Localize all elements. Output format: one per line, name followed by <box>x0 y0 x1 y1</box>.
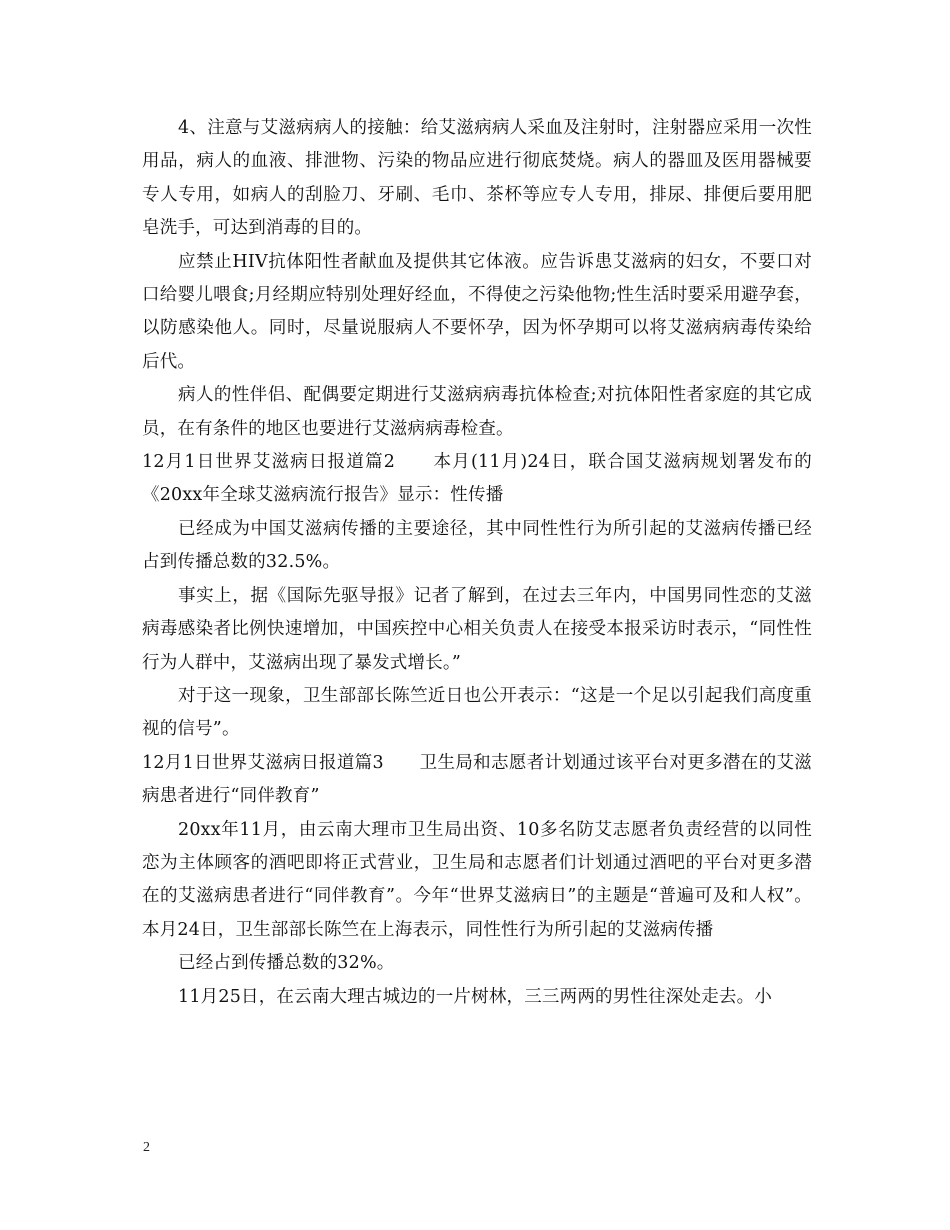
document-body <box>142 112 812 1014</box>
paragraph-10: 已经占到传播总数的32%。 <box>178 953 395 974</box>
page-number: 2 <box>143 1140 150 1155</box>
paragraph-2: 应禁止HIV抗体阳性者献血及提供其它体液。应告诉患艾滋病的妇女，不要口对口给婴儿喂食;月经期应特别处理好经血，不得使之污染他物;性生活时要采用避孕套，以防感染他人。同时，尽量说服病人不要怀孕，因为怀孕期可以将艾滋病病毒传染给后代。 <box>142 251 812 372</box>
paragraph-11: 11月25日，在云南大理古城边的一片树林，三三两两的男性往深处走去。小 <box>178 986 773 1007</box>
paragraph-5: 已经成为中国艾滋病传播的主要途径，其中同性性行为所引起的艾滋病传播已经占到传播总数的32.5%。 <box>142 518 812 573</box>
paragraph-7: 对于这一现象，卫生部部长陈竺近日也公开表示：“这是一个足以引起我们高度重视的信号”。 <box>142 685 812 740</box>
paragraph-3: 病人的性伴侣、配偶要定期进行艾滋病病毒抗体检查;对抗体阳性者家庭的其它成员，在有条件的地区也要进行艾滋病病毒检查。 <box>142 385 812 439</box>
section-heading-2: 12月1日世界艾滋病日报道篇2 本月(11月)24日，联合国艾滋病规划署发布的《20xx年全球艾滋病流行报告》显示：性传播 <box>142 452 812 506</box>
paragraph-9: 20xx年11月，由云南大理市卫生局出资、10多名防艾志愿者负责经营的以同性恋为主体顾客的酒吧即将正式营业，卫生局和志愿者们计划通过酒吧的平台对更多潜在的艾滋病患者进行“同伴教育”。今年“世界艾滋病日”的主题是“普遍可及和人权”。本月24日，卫生部部长陈竺在上海表示，同性性行为所引起的艾滋病传播 <box>142 819 812 940</box>
section-heading-3: 12月1日世界艾滋病日报道篇3 卫生局和志愿者计划通过该平台对更多潜在的艾滋病患者进行“同伴教育” <box>142 752 812 807</box>
paragraph-1: 4、注意与艾滋病病人的接触：给艾滋病病人采血及注射时，注射器应采用一次性用品，病人的血液、排泄物、污染的物品应进行彻底焚烧。病人的器皿及医用器械要专人专用，如病人的刮脸刀、牙刷、毛巾、茶杯等应专人专用，排尿、排便后要用肥皂洗手，可达到消毒的目的。 <box>142 118 812 239</box>
paragraph-6: 事实上，据《国际先驱导报》记者了解到，在过去三年内，中国男同性恋的艾滋病毒感染者比例快速增加，中国疾控中心相关负责人在接受本报采访时表示，“同性性行为人群中，艾滋病出现了暴发式增长。” <box>142 585 812 673</box>
